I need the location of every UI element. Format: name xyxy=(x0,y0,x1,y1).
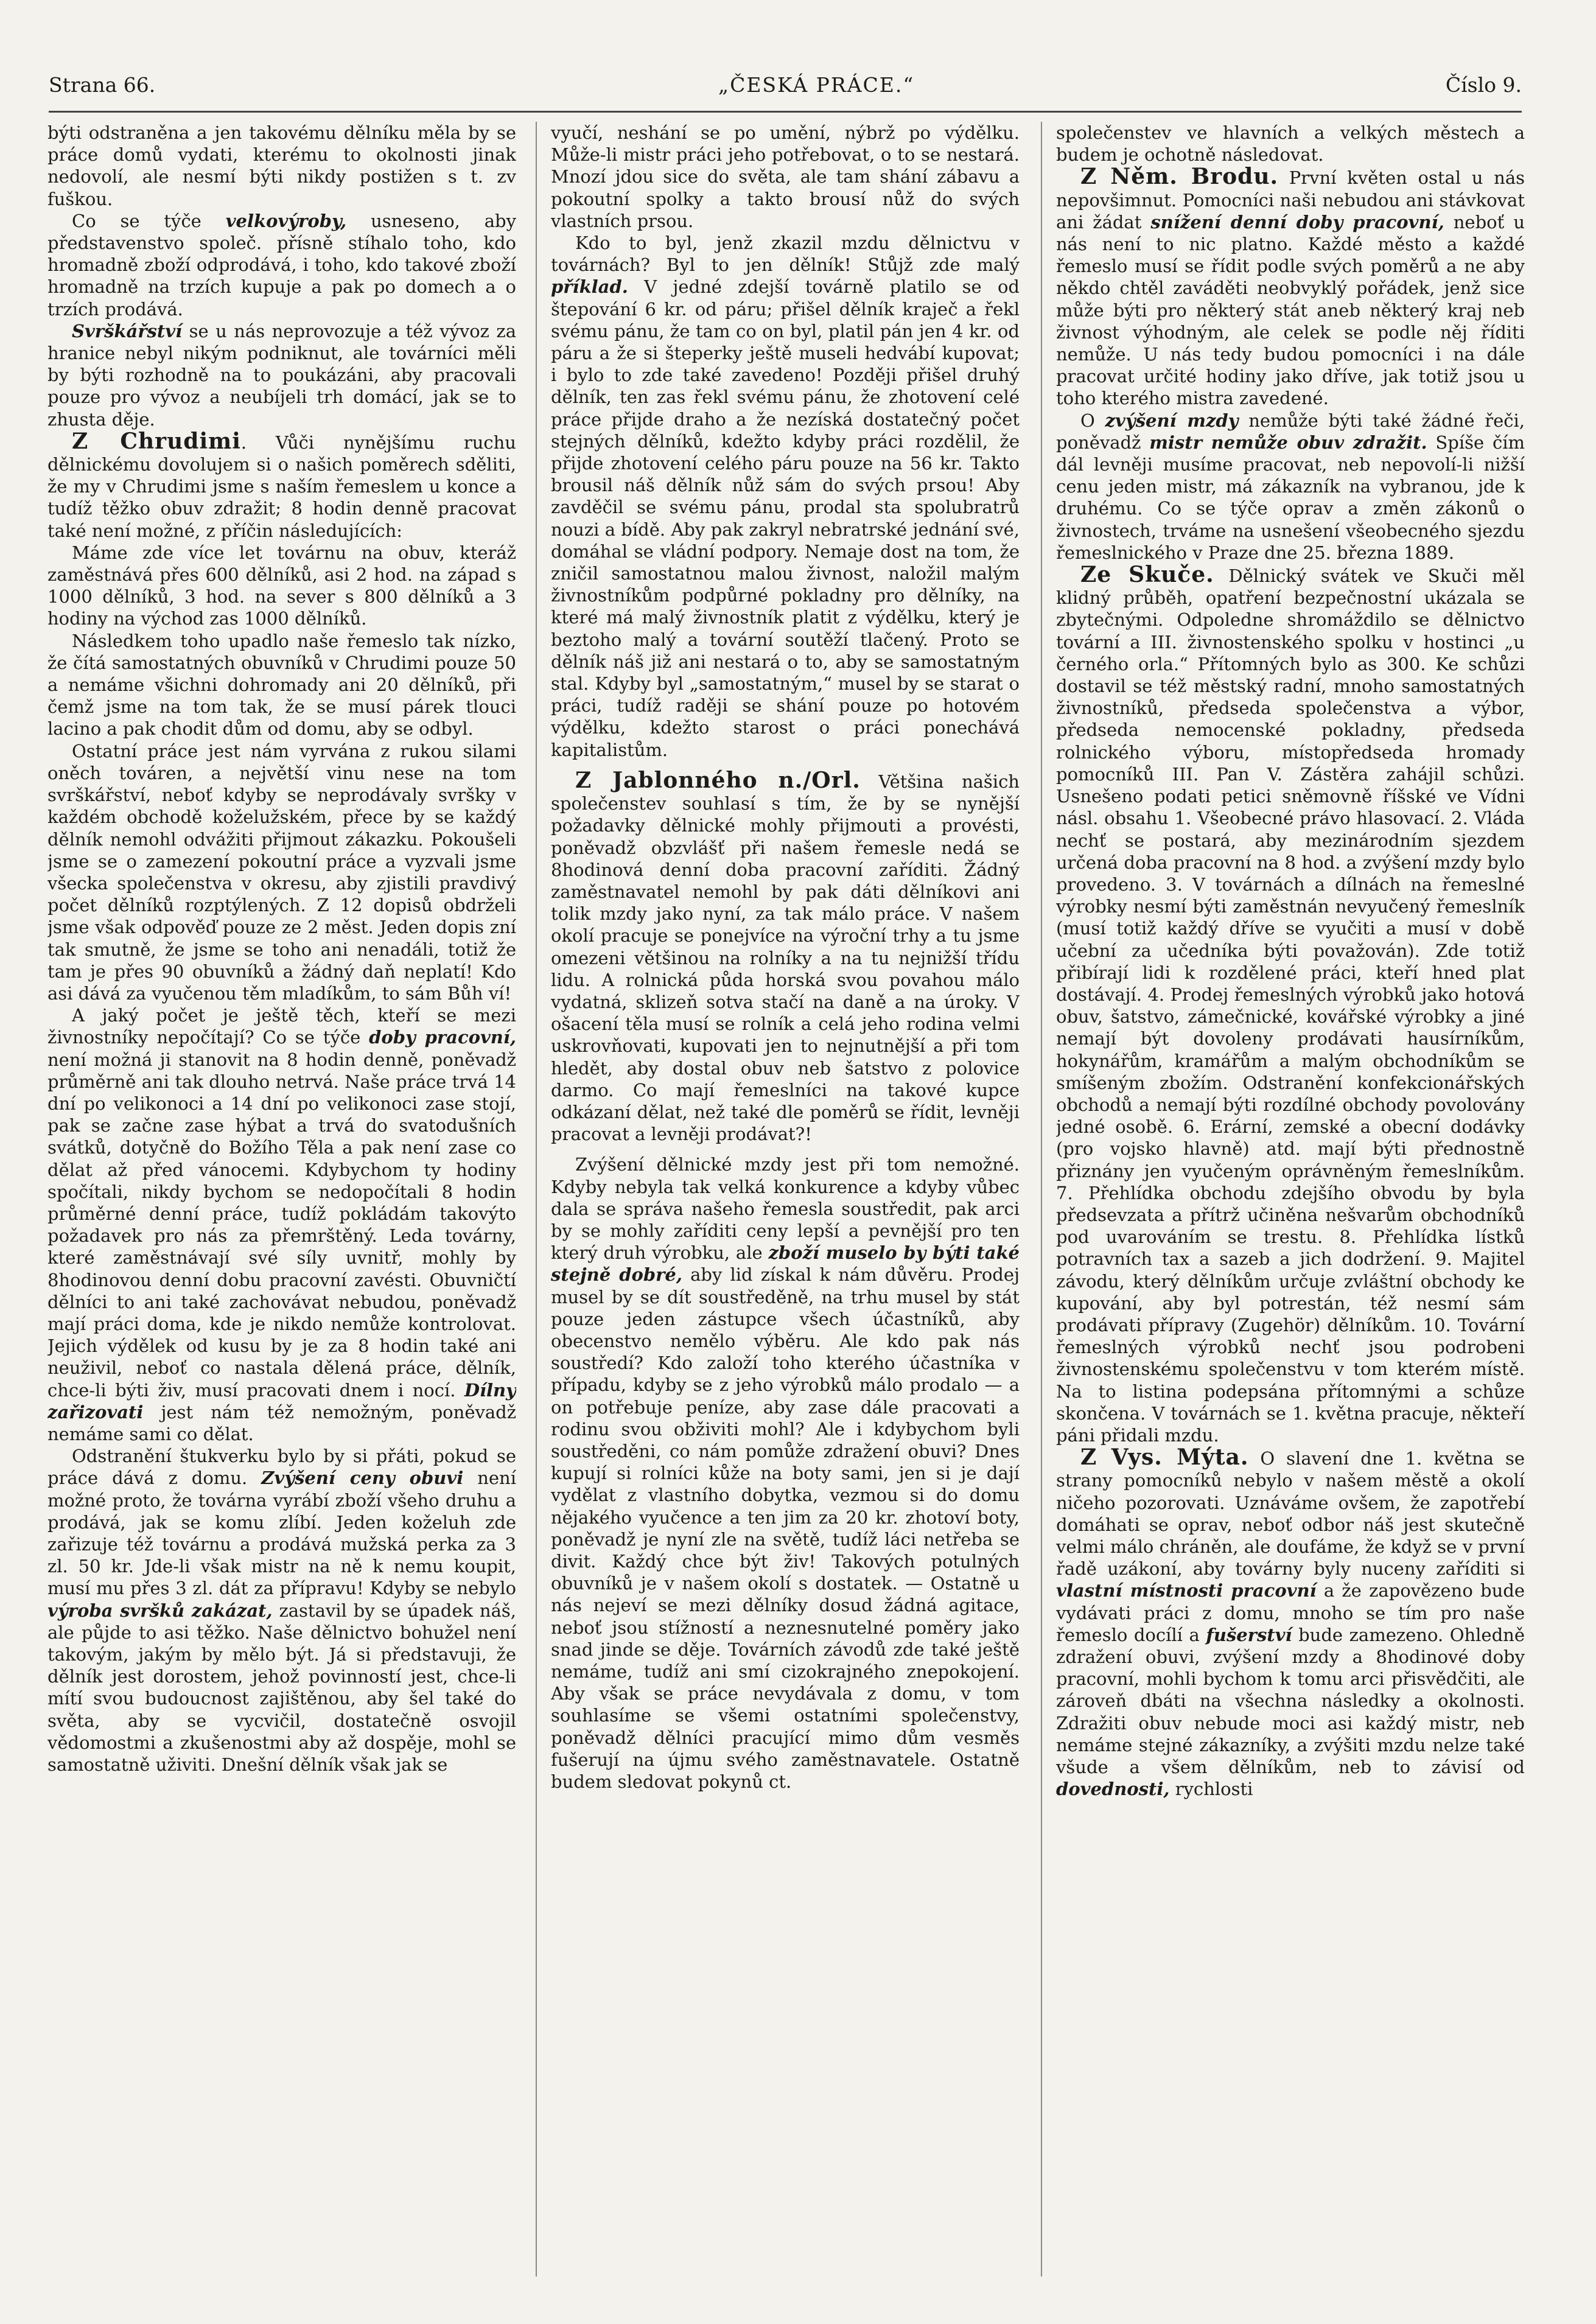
page-header xyxy=(49,68,1522,107)
paragraph: vyučí, neshání se po umění, nýbrž po výdělku. Může-li mistr práci jeho potřebovat, o to se nestará. Mnozí jdou sice do světa, ale tam shání zábavu a pokoutní spolky a takto brousí nůž do svých vlastních prsou. xyxy=(551,122,1020,231)
paragraph: Ze Skuče. Dělnický svátek ve Skuči měl klidný průběh, opatření bezpečnostní ukázala se zbytečnými. Odpoledne shromáždilo se dělnictvo tovární a III. živnostenského spolku v hostinci „u černého orla.“ Přítomných bylo as 300. Ke schůzi dostavil se též městský radní, mnoho samostatných živnostníků, předseda společenstva a výbor, předseda nemocenské pokladny, předseda rolnického výboru, místopředseda hromady pomocníků III. Pan V. Zástěra zahájil schůzi. Usnešeno podati petici sněmovně říšské ve Vídni násl. obsahu 1. Všeobecné právo hlasovací. 2. Vláda nechť se postará, aby mezinárodním sjezdem určená doba pracovní na 8 hod. a zvýšení mzdy bylo provedeno. 3. V továrnách a dílnách na řemeslné výrobky nesmí býti zaměstnán nevyučený řemeslník (musí totiž každý dříve se vyučiti a musí v době učební za učedníka býti považován). Zde totiž přibírají lidi k rozdělené práci, kteří hned plat dostávají. 4. Prodej řemeslných výrobků jako hotová obuv, šatstvo, zámečnické, kovářské výrobky a jiné nemají být dovoleny prodávati hausírníkům, hokynářům, kramářům a malým obchodníkům se smíšeným zbožím. Odstranění konfekcionářských obchodů a nemají býti rozdílné obchody povolovány jedné osobě. 6. Erární, zemské a obecní dodávky (pro vojsko hlavně) atd. mají býti přednostně přiznány jen vyučeným oprávněným řemeslníkům. 7. Přehlídka obchodu zdejšího obvodu by byla předsevzata a přítrž učiněna nešvarům obchodníků pod uvarováním se trestu. 8. Přehlídka lístků potravních tax a sazeb a jich dodržení. 9. Majitel závodu, který dělníkům určuje zvláštní obchody ke kupování, aby byl potrestán, též nesmí sám prodávati přípravy (Zugehör) dělníkům. 10. Tovární řemeslných výrobků nechť jsou podrobeni živnostenskému společenstvu v tom kterém místě. Na to listina podepsána přítomnými a schůze skončena. V továrnách se 1. května pracuje, někteří páni přidali mzdu. xyxy=(1056,562,1525,1446)
column-divider xyxy=(536,122,537,2277)
paragraph: Ostatní práce jest nám vyrvána z rukou silami oněch továren, a největší vinu nese na tom svrškářství, neboť kdyby se neprodávaly svršky v každém obchodě koželužském, přece by se každý dělník nemohl odvážiti přijmout zákazku. Pokoušeli jsme se o zamezení pokoutní práce a vyzvali jsme všecka společenstva v okresu, aby zjistili pravdivý počet dělníků rozptýlených. Z 12 dopisů obdrželi jsme však odpověď pouze ze 2 měst. Jeden dopis zní tak smutně, že jsme se toho ani nenadáli, totiž že tam je přes 90 obuvníků a žádný daň neplatí! Kdo asi dává za vyučenou těm mladíkům, to sám Bůh ví! xyxy=(47,740,516,1004)
paragraph: společenstev ve hlavních a velkých městech a budem je ochotně následovat. xyxy=(1056,122,1525,166)
section-heading: Ze Skuče. xyxy=(1080,562,1214,588)
paragraph: Kdo to byl, jenž zkazil mzdu dělnictvu v továrnách? Byl to jen dělník! Stůjž zde malý příklad. V jedné zdejší továrně platilo se od štepování 6 kr. od páru; přišel dělník kraječ a řekl svému pánu, že tam co on byl, platil pán jen 4 kr. od páru a že si šteperky ještě museli hedvábí kupovat; i bylo to zde také zavedeno! Později přišel druhý dělník, ten zas řekl svému pánu, že zhotovení celé práce přijde draho a že nezíská dostatečný počet stejných dělníků, kdežto kdyby práci rozdělil, že přijde zhotovení celého páru pouze na 56 kr. Takto brousil náš dělník nůž sám do svých prsou! Aby zavděčil se svému pánu, prodal sta spolubratrů nouzi a bídě. Aby pak zakryl nebratrské jednání své, domáhal se vládní podpory. Nemaje dost na tom, že zničil samostatnou malou živnost, naložil malým živnostníkům podpůrné pokladny pro dělníky, na které má malý živnostník platit z výdělku, který je beztoho malý a tovární soutěží tlačený. Proto se dělník náš již ani nestará o to, aby se samostatným stal. Kdyby byl „samostatným,“ musel by se starat o práci, tudíž raději se shání pouze po hotovém výdělku, kdežto starost o práci ponechává kapitalistům. xyxy=(551,233,1020,760)
paragraph: Zvýšení dělnické mzdy jest při tom nemožné. Kdyby nebyla tak velká konkurence a kdyby vůbec dala se správa našeho řemesla soustředit, pak arci by se mohly zaříditi ceny lepší a pevnější pro ten který druh výrobku, ale zboží muselo by býti také stejně dobré, aby lid získal k nám důvěru. Prodej musel by se dít soustředěně, na trhu musel by stát pouze jeden zástupce všech účastníků, aby obecenstvo nemělo výběru. Ale kdo pak nás soustředí? Kdo založí toho kterého účastníka v případu, kdyby se z jeho výrobků málo prodalo — a on potřebuje peníze, aby zase dále pracovati a rodinu svou obživiti mohl? Ale i kdybychom byli soustředěni, co nám pomůže zdražení obuvi? Dnes kupují si rolníci kůže na boty sami, jen si je dají vydělat z vlastního dobytka, vezmou si do domu nějakého vyučence a ten jim za 20 kr. zhotoví boty, poněvadž je nyní zle na světě, tudíž láci netřeba se divit. Každý chce být živ! Takových potulných obuvníků je v našem okolí s dostatek. — Ostatně u nás nejeví se mezi dělníky dosud žádná agitace, neboť jsou stížností a neznesnutelné poměry jako snad jinde se děje. Továrních závodů zde také ještě nemáme, tudíž ani smí cizokrajného znepokojení. Aby však se práce nevydávala z domu, v tom souhlasíme se všemi ostatními společenstvy, poněvadž dělníci pracující mimo dům vesměs fušerují na újmu svého zaměstnavatele. Ostatně budem sledovat pokynů ct. xyxy=(551,1154,1020,1793)
section-heading: Z Jablonného n./Orl. xyxy=(575,767,861,793)
page-number: Strana 66. xyxy=(49,73,156,97)
paragraph: Máme zde více let továrnu na obuv, kteráž zaměstnává přes 600 dělníků, asi 2 hod. na západ s 1000 dělníků, 3 hod. na sever s 800 dělníků a 3 hodiny na východ zas 1000 dělníků. xyxy=(47,542,516,629)
issue-number: Číslo 9. xyxy=(1445,73,1522,97)
paragraph: A jaký počet je ještě těch, kteří se mezi živnostníky nepočítají? Co se týče doby pracovní, není možná ji stanovit na 8 hodin denně, poněvadž průměrně ani tak dlouho netrvá. Naše práce trvá 14 dní po velikonoci a 14 dní po velikonoci zase stojí, pak se začne zase hýbat a trvá do svatodušních svátků, dotyčně do Božího Těla a pak není zase co dělat až před vánocemi. Kdybychom ty hodiny spočítali, nikdy bychom se nedopočítali 8 hodin průměrné denní práce, tudíž pokládám takovýto požadavek pro nás za přemrštěný. Leda továrny, které zaměstnávají své síly uvnitř, mohly by 8hodinovou denní dobu pracovní zavésti. Obuvničtí dělníci to ani také zachovávat nebudou, poněvadž mají práci doma, kde je nikdo nemůže kontrolovat. Jejich výdělek od kusu by je za 8 hodin také ani neuživil, neboť co nastala dělená práce, dělník, chce-li býti živ, musí pracovati dnem i nocí. Dílny zařizovati jest nám též nemožným, poněvadž nemáme sami co dělat. xyxy=(47,1005,516,1444)
paragraph: O zvýšení mzdy nemůže býti také žádné řeči, poněvadž mistr nemůže obuv zdražit. Spíše čím dál levněji musíme pracovat, neb nepovolí-li nižší cenu jeden mistr, má zákazník na vybranou, jde k druhému. Co se týče oprav a změn zákonů o živnostech, trváme na usnešení všeobecného sjezdu řemeslnického v Praze dne 25. března 1889. xyxy=(1056,410,1525,563)
paragraph: Z Něm. Brodu. První květen ostal u nás nepovšimnut. Pomocníci naši nebudou ani stávkovat ani žádat snížení denní doby pracovní, neboť u nás není to nic platno. Každé město a každé řemeslo musí se řídit podle svých poměrů a ne aby někdo chtěl zaváděti neobvyklý pořádek, jenž sice může býti pro některý stát aneb některý kraj neb živnost výhodným, ale celek se podle něj říditi nemůže. U nás tedy budou pomocníci i na dále pracovat určité hodiny jako dříve, jak totiž jsou u toho kterého mistra zavedené. xyxy=(1056,164,1525,409)
section-heading: Z Chrudimi xyxy=(72,428,241,454)
header-rule xyxy=(49,111,1522,113)
column-2 xyxy=(551,122,1020,2289)
column-1 xyxy=(47,122,516,2289)
paragraph: Co se týče velkovýroby, usneseno, aby představenstvo společ. přísně stíhalo toho, kdo hromadně zboží odprodává, i toho, kdo takové zboží hromadně na trzích kupuje a pak po domech a o trzích prodává. xyxy=(47,210,516,320)
section-heading: Z Vys. Mýta. xyxy=(1080,1444,1249,1471)
paragraph: Odstranění štukverku bylo by si přáti, pokud se práce dává z domu. Zvýšení ceny obuvi není možné proto, že továrna vyrábí zboží všeho druhu a prodává, jak se komu zlíbí. Jeden koželuh zde zařizuje též továrnu a prodává mužská perka za 3 zl. 50 kr. Jde-li však mistr na ně k nemu koupit, musí mu přes 3 zl. dát za přípravu! Kdyby se nebylo výroba svršků zakázat, zastavil by se úpadek náš, ale půjde to asi těžko. Naše dělnictvo bohužel není takovým, jakým by mělo být. Já si představuji, že dělník jest dorostem, jehož povinností jest, chce-li mítí svou budoucnost zajištěnou, aby šel také do světa, aby se vycvičil, dostatečně osvojil vědomostmi a zkušenostmi aby až dospěje, mohl se samostatně uživiti. Dnešní dělník však jak se xyxy=(47,1446,516,1776)
paragraph: Z Chrudimi. Vůči nynějšímu ruchu dělnickému dovolujem si o našich poměrech sděliti, že my v Chrudimi jsme s naším řemeslem u konce a tudíž těžko obuv zdražit; 8 hodin denně pracovat také není možné, z příčin následujících: xyxy=(47,428,516,541)
column-divider xyxy=(1041,122,1042,2277)
paragraph: Z Vys. Mýta. O slavení dne 1. května se strany pomocníků nebylo v našem městě a okolí ničeho pozorovati. Uznáváme ovšem, že zapotřebí domáhati se oprav, neboť odbor náš jest skutečně velmi málo chráněn, ale doufáme, že když se v první řadě uzákoní, aby továrny byly nuceny zaříditi si vlastní místnosti pracovní a že zapovězeno bude vydávati práci z domu, mnoho se tím pro naše řemeslo docílí a fušerství bude zamezeno. Ohledně zdražení obuvi, zvýšení mzdy a 8hodinové doby pracovní, mohli bychom k tomu arci přisvědčiti, ale zároveň dbáti na všechna následky a okolnosti. Zdražiti obuv nebude moci asi každý mistr, neb nemáme stejné zákazníky, a zvýšiti mzdu nelze také všude a všem dělníkům, neb to závisí od dovednosti, rychlosti xyxy=(1056,1444,1525,1800)
paragraph: Následkem toho upadlo naše řemeslo tak nízko, že čítá samostatných obuvníků v Chrudimi pouze 50 a nemáme všichni dohromady ani 20 dělníků, při čemž jsme na tom tak, že se musí párek tlouci lacino a pak chodit dům od domu, aby se odbyl. xyxy=(47,630,516,740)
paragraph: Z Jablonného n./Orl. Většina našich společenstev souhlasí s tím, že by se nynější požadavky dělnické mohly přijmouti a provésti, poněvadž obzvlášť při našem řemesle nedá se 8hodinová denní doba pracovní zaříditi. Žádný zaměstnavatel nemohl by pak dáti dělníkovi ani tolik mzdy jako nyní, za tak málo práce. V našem okolí pracuje se ponejvíce na výroční trhy a tu jsme omezeni většinou na rolníky a na tu nejnižší třídu lidu. A rolnická půda horská svou povahou málo vydatná, sklizeň sotva stačí na daně a na úroky. V ošacení těla musí se rolník a celá jeho rodina velmi uskrovňovati, kupovati jen to nejnutnější a při tom hledět, aby dostal obuv neb šatstvo z polovice darmo. Co mají řemeslníci na takové kupce odkázaní dělat, než také dle poměrů se řídit, levněji pracovat a levněji prodávat?! xyxy=(551,767,1020,1145)
journal-title: „ČESKÁ PRÁCE.“ xyxy=(718,73,915,97)
section-heading: Z Něm. Brodu. xyxy=(1080,164,1279,190)
paragraph: Svrškářství se u nás neprovozuje a též vývoz za hranice nebyl nikým podniknut, ale továrníci měli by býti rozhodně na to poukázáni, aby pracovali pouze pro vývoz a neubíjeli trh domácí, jak se to zhusta děje. xyxy=(47,320,516,430)
column-3 xyxy=(1056,122,1525,2289)
paragraph: býti odstraněna a jen takovému dělníku měla by se práce domů vydati, kterému to okolnosti jinak nedovolí, ale nesmí býti nikdy postižen s t. zv fuškou. xyxy=(47,122,516,209)
